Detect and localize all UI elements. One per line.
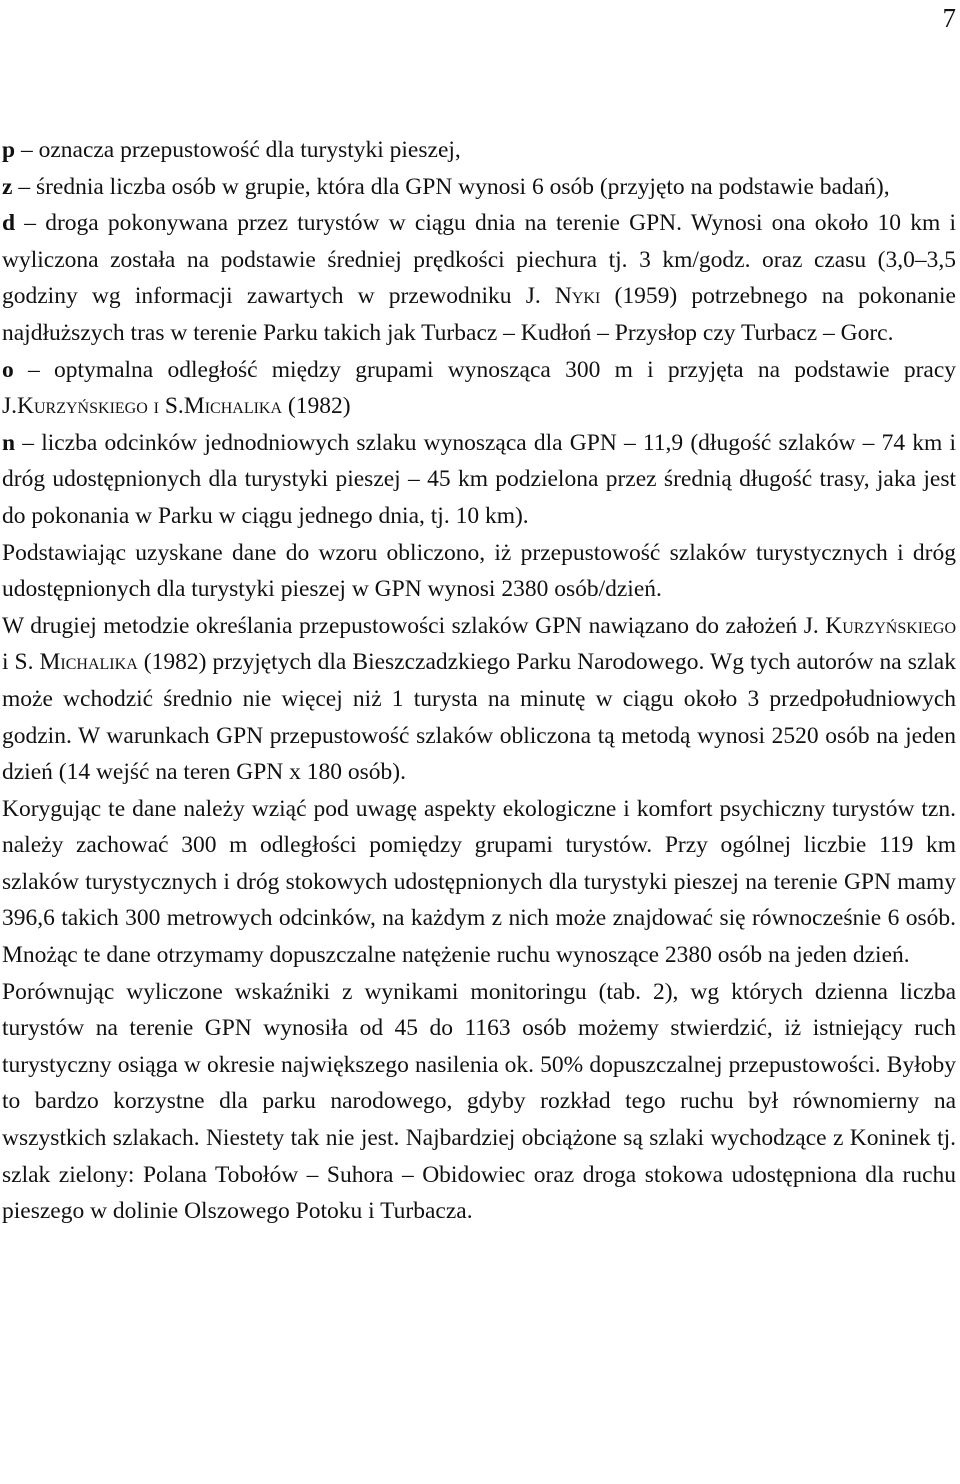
definition-text-continued: S.: [158, 393, 184, 420]
paragraph-text: i S.: [2, 649, 40, 676]
definition-text-continued: (1959) potrzebnego na pokonanie najdłuższych tras w terenie Parku takich jak Turbacz – Kudłoń – Przysłop czy Turbacz – Gorc.: [2, 283, 956, 346]
definition-symbol: d: [2, 210, 16, 237]
page-number: 7: [942, 3, 956, 33]
page-body: [2, 132, 956, 1230]
definition-text: – optymalna odległość między grupami wynosząca 300 m i przyjęta na podstawie pracy J.: [2, 356, 956, 420]
definition-p: [2, 132, 956, 169]
paragraph-second-method: [2, 608, 956, 791]
definition-o: [2, 352, 956, 425]
author-name: Kurzyńskiego i: [17, 393, 159, 420]
paragraph-text: W drugiej metodzie określania przepustowości szlaków GPN nawiązano do założeń J.: [2, 612, 826, 639]
author-name: Kurzyńskiego: [825, 612, 956, 639]
definition-text: – oznacza przepustowość dla turystyki pieszej,: [15, 137, 461, 163]
author-name: Michalika: [183, 393, 283, 420]
definition-symbol: o: [2, 356, 14, 383]
paragraph-correction: Korygując te dane należy wziąć pod uwagę aspekty ekologiczne i komfort psychiczny turystów tzn. należy zachować 300 m odległości pomiędzy grupami turystów. Przy ogólnej liczbie 119 km szlaków turystycznych i dróg stokowych udostępnionych dla turystyki pieszej na terenie GPN mamy 396,6 takich 300 metrowych odcinków, na każdym z nich może znajdować się równocześnie 6 osób. Mnożąc te dane otrzymamy dopuszczalne natężenie ruchu wynoszące 2380 osób na jeden dzień.: [2, 795, 956, 969]
definition-n: [2, 425, 956, 535]
definition-text: – droga pokonywana przez turystów w ciągu dnia na terenie GPN. Wynosi ona około 10 km i wyliczona została na podstawie średniej prędkości piechura tj. 3 km/godz. oraz czasu (3,0–3,5 godziny wg informacji zawartych w przewodniku J.: [2, 210, 956, 310]
definition-z: [2, 169, 956, 206]
definition-text: – liczba odcinków jednodniowych szlaku wynosząca dla GPN – 11,9 (długość szlaków – 74 km i dróg udostępnionych dla turystyki pieszej – 45 km podzielona przez średnią długość trasy, jaka jest do pokonania w Parku w ciągu jednego dnia, tj. 10 km).: [2, 429, 956, 529]
definition-symbol: p: [2, 137, 16, 163]
definition-text: – średnia liczba osób w grupie, która dla GPN wynosi 6 osób (przyjęto na podstawie badań),: [12, 173, 890, 200]
definition-d: [2, 205, 956, 351]
definition-symbol: n: [2, 429, 16, 456]
author-name: Michalika: [39, 649, 138, 676]
definition-text-end: (1982): [282, 393, 351, 420]
paragraph-comparison: Porównując wyliczone wskaźniki z wynikami monitoringu (tab. 2), wg których dzienna liczba turystów na terenie GPN wynosiła od 45 do 1163 osób możemy stwierdzić, iż istniejący ruch turystyczny osiąga w okresie największego nasilenia ok. 50% dopuszczalnej przepustowości. Byłoby to bardzo korzystne dla parku narodowego, gdyby rozkład tego ruchu był równomierny na wszystkich szlakach. Niestety tak nie jest. Najbardziej obciążone są szlaki wychodzące z Koninek tj. szlak zielony: Polana Tobołów – Suhora – Obidowiec oraz droga stokowa udostępniona dla ruchu pieszego w dolinie Olszowego Potoku i Turbacza.: [2, 978, 956, 1225]
paragraph-text: (1982) przyjętych dla Bieszczadzkiego Parku Narodowego. Wg tych autorów na szlak może wchodzić średnio nie więcej niż 1 turysta na minutę w ciągu około 3 przedpołudniowych godzin. W warunkach GPN przepustowość szlaków obliczona tą metodą wynosi 2520 osób na jeden dzień (14 wejść na teren GPN x 180 osób).: [2, 649, 956, 786]
author-name: Nyki: [554, 283, 601, 310]
definition-symbol: z: [2, 173, 13, 200]
paragraph-capacity-result: Podstawiając uzyskane dane do wzoru obliczono, iż przepustowość szlaków turystycznych i dróg udostępnionych dla turystyki pieszej w GPN wynosi 2380 osób/dzień.: [2, 539, 956, 603]
